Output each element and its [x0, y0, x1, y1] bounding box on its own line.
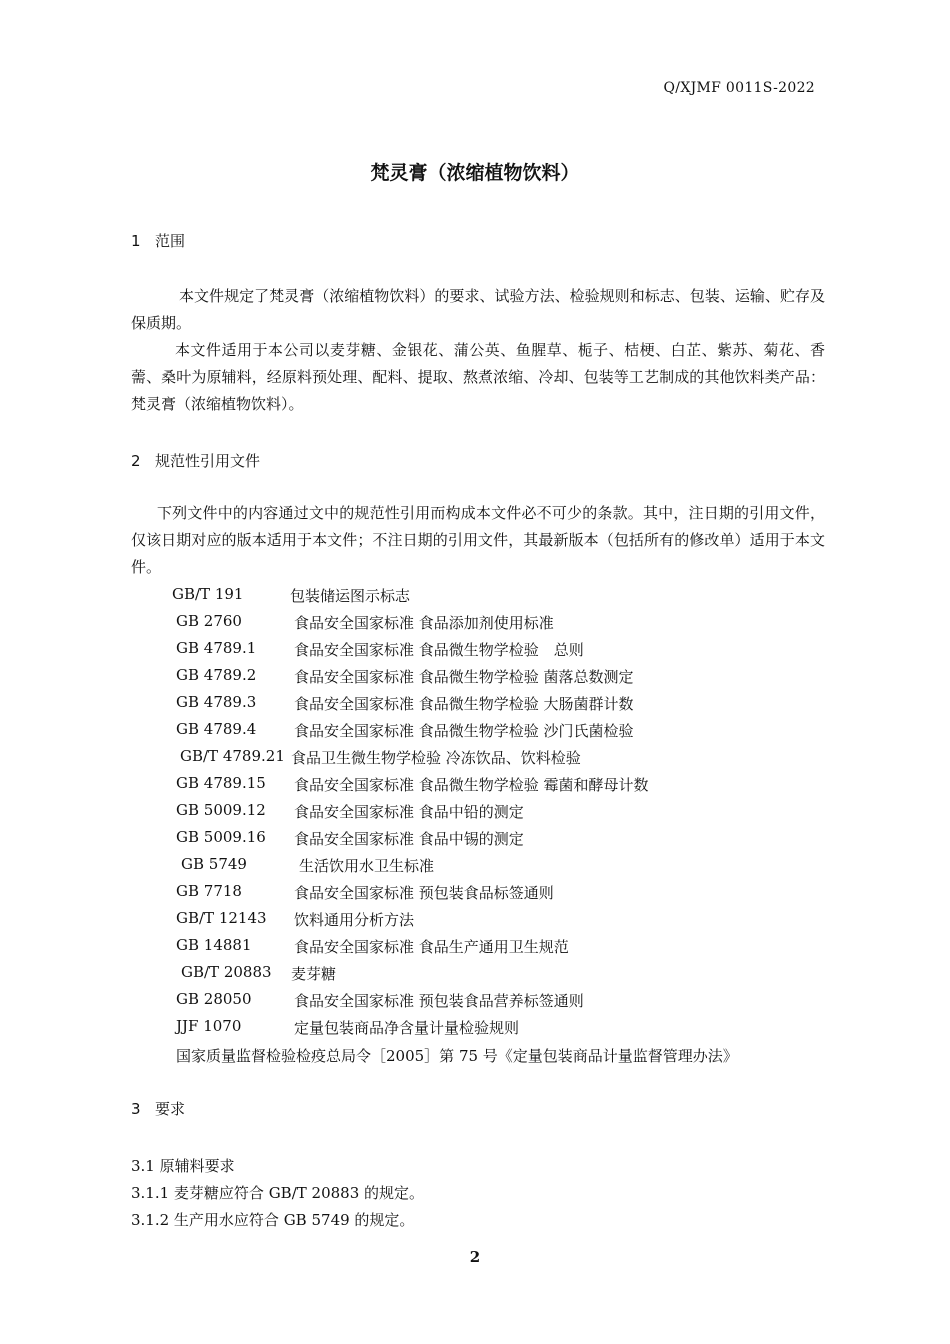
reference-name: 食品安全国家标准 食品中锡的测定 [294, 830, 524, 848]
reference-name: 食品安全国家标准 预包装食品标签通则 [294, 884, 554, 902]
section-2-heading [131, 450, 260, 471]
reference-name: 生活饮用水卫生标准 [299, 857, 435, 875]
reference-code: GB/T 4789.21 [180, 747, 285, 765]
section-number: 2 [131, 452, 141, 470]
reference-name: 食品安全国家标准 食品微生物学检验 菌落总数测定 [294, 668, 634, 686]
reference-name: 定量包装商品净含量计量检验规则 [294, 1019, 520, 1037]
document-title: 梵灵膏（浓缩植物饮料） [370, 162, 580, 184]
reference-name: 食品卫生微生物学检验 冷冻饮品、饮料检验 [291, 749, 581, 767]
reference-code: GB 5009.12 [176, 801, 266, 819]
reference-name: 食品安全国家标准 食品中铅的测定 [294, 803, 524, 821]
reference-name: 麦芽糖 [291, 965, 337, 983]
scope-paragraph-1: 本文件规定了梵灵膏（浓缩植物饮料）的要求、试验方法、检验规则和标志、包装、运输、贮存及保质期。 [131, 287, 825, 332]
reference-name: 食品安全国家标准 食品微生物学检验 沙门氏菌检验 [294, 722, 634, 740]
reference-code: GB 4789.4 [176, 720, 257, 738]
reference-code: GB 4789.2 [176, 666, 257, 684]
reference-name: 食品安全国家标准 预包装食品营养标签通则 [294, 992, 584, 1010]
reference-code: GB/T 191 [172, 585, 244, 603]
reference-code: GB 4789.15 [176, 774, 266, 792]
reference-code: GB 5749 [181, 855, 247, 873]
reference-code: GB 4789.1 [176, 639, 257, 657]
reference-code: GB 14881 [176, 936, 252, 954]
references-intro: 下列文件中的内容通过文中的规范性引用而构成本文件必不可少的条款。其中，注日期的引用文件，仅该日期对应的版本适用于本文件；不注日期的引用文件，其最新版本（包括所有的修改单）适用于本文件。 [131, 504, 825, 576]
reference-code: GB 4789.3 [176, 693, 257, 711]
reference-name: 食品安全国家标准 食品微生物学检验 大肠菌群计数 [294, 695, 634, 713]
reference-code: GB/T 20883 [181, 963, 272, 981]
reference-name: 食品安全国家标准 食品微生物学检验 霉菌和酵母计数 [294, 776, 649, 794]
reference-name: 包装储运图示标志 [290, 587, 411, 605]
scope-paragraph-2: 本文件适用于本公司以麦芽糖、金银花、蒲公英、鱼腥草、栀子、桔梗、白芷、紫苏、菊花、香薷、桑叶为原辅料，经原料预处理、配料、提取、熬煮浓缩、冷却、包装等工艺制成的其他饮料类产品：梵灵膏（浓缩植物饮料）。 [131, 341, 825, 413]
page-number: 2 [469, 1248, 481, 1266]
section-1-heading [131, 230, 185, 251]
reference-code: GB 28050 [176, 990, 252, 1008]
reference-name: 食品安全国家标准 食品微生物学检验 总则 [294, 641, 584, 659]
reference-decree: 国家质量监督检验检疫总局令［2005］第 75 号《定量包装商品计量监督管理办法》 [176, 1047, 738, 1065]
requirement-item: 3.1.1 麦芽糖应符合 GB/T 20883 的规定。 [131, 1184, 425, 1202]
section-title: 范围 [155, 232, 186, 250]
document-code: Q/XJMF 0011S-2022 [663, 80, 815, 96]
section-3-heading [131, 1098, 185, 1119]
section-number: 3 [131, 1100, 141, 1118]
section-title: 规范性引用文件 [155, 452, 261, 470]
reference-code: GB 5009.16 [176, 828, 266, 846]
section-number: 1 [131, 232, 141, 250]
reference-code: GB/T 12143 [176, 909, 267, 927]
reference-name: 食品安全国家标准 食品添加剂使用标准 [294, 614, 554, 632]
requirement-item: 3.1.2 生产用水应符合 GB 5749 的规定。 [131, 1211, 415, 1229]
reference-name: 食品安全国家标准 食品生产通用卫生规范 [294, 938, 569, 956]
reference-name: 饮料通用分析方法 [294, 911, 415, 929]
reference-code: GB 7718 [176, 882, 242, 900]
section-title: 要求 [155, 1100, 186, 1118]
reference-code: JJF 1070 [176, 1017, 242, 1035]
reference-code: GB 2760 [176, 612, 242, 630]
requirement-item: 3.1 原辅料要求 [131, 1157, 235, 1175]
